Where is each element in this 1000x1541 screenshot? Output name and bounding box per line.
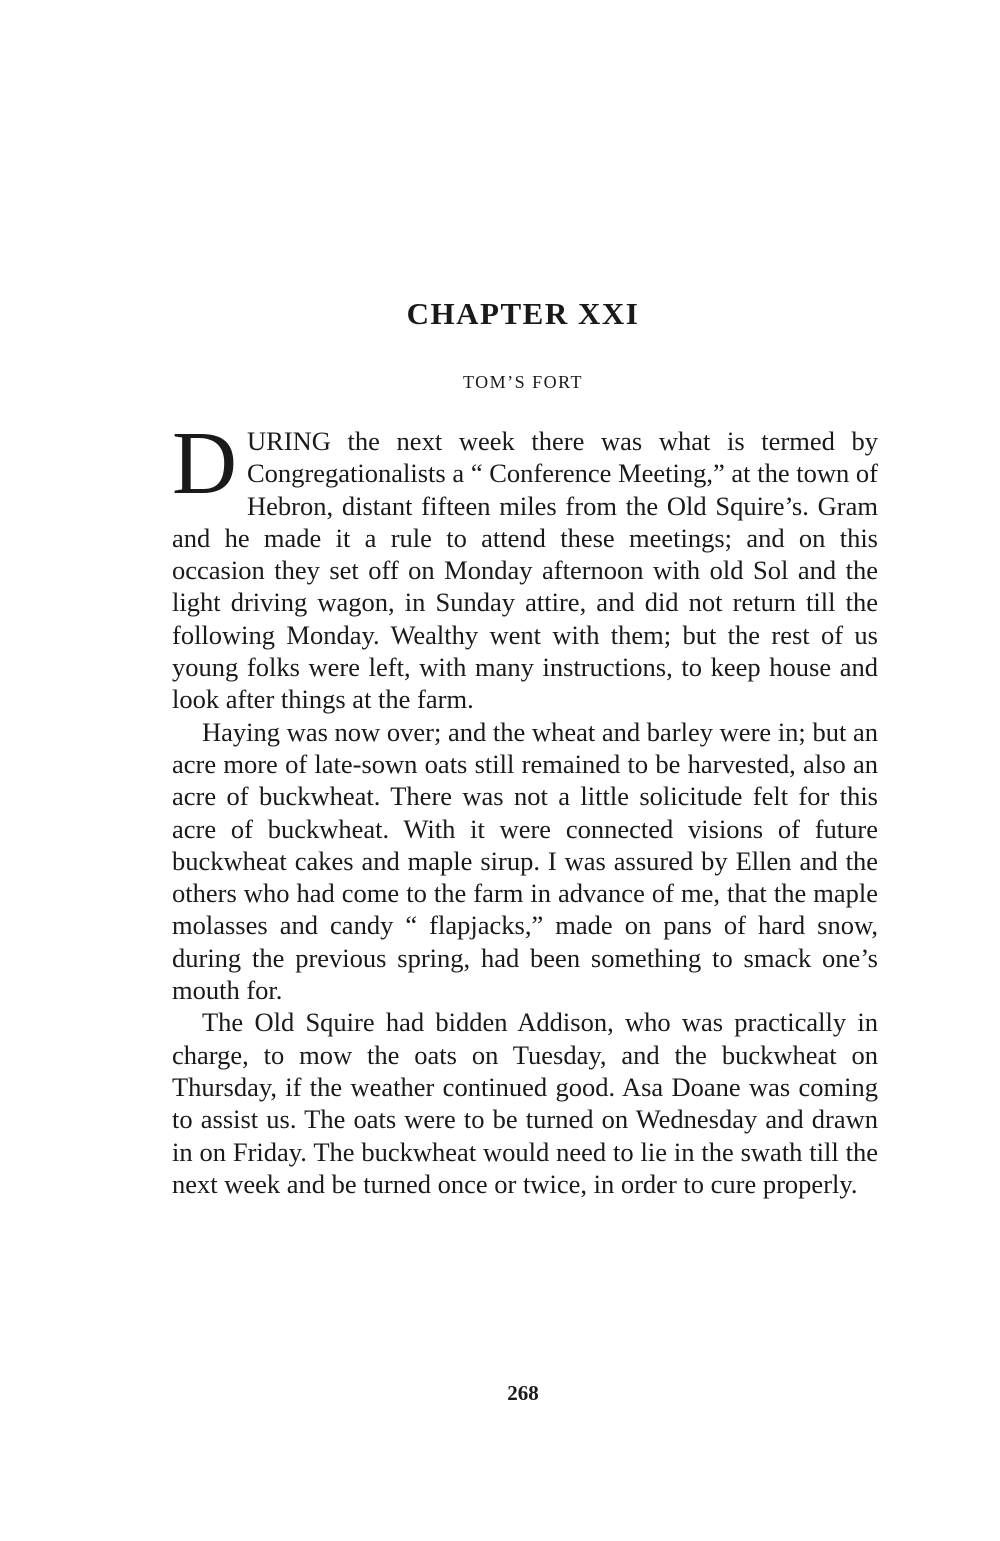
drop-cap: D bbox=[172, 414, 237, 513]
page-number: 268 bbox=[507, 1381, 539, 1405]
paragraph-1 bbox=[172, 414, 878, 716]
chapter-heading: CHAPTER XXI bbox=[406, 296, 640, 331]
paragraph-2: Haying was now over; and the wheat and barley were in; but an acre more of late-sown oats still remained to be harvested, also an acre of buckwheat. There was not a little solicitude felt for this acre of buckwheat. With it were connected visions of future buckwheat cakes and maple sirup. I was assured by Ellen and the others who had come to the farm in advance of me, that the maple molasses and candy “ flapjacks,” made on pans of hard snow, during the previous spring, had been something to smack one’s mouth for. bbox=[172, 716, 878, 1006]
chapter-subtitle: TOM’S FORT bbox=[462, 372, 584, 392]
body-text bbox=[172, 414, 878, 1200]
paragraph-3: The Old Squire had bidden Addison, who was practically in charge, to mow the oats on Tuesday, and the buckwheat on Thursday, if the weather continued good. Asa Doane was coming to assist us. The oats were to be turned on Wednesday and drawn in on Friday. The buckwheat would need to lie in the swath till the next week and be turned once or twice, in order to cure properly. bbox=[172, 1007, 878, 1199]
paragraph-1-text: URING the next week there was what is termed by Congregationalists a “ Conference Meeting,” at the town of Hebron, distant fifteen miles from the Old Squire’s. Gram and he made it a rule to attend these meetings; and on this occasion they set off on Monday afternoon with old Sol and the light driving wagon, in Sunday attire, and did not return till the following Monday. Wealthy went with them; but the rest of us young folks were left, with many instructions, to keep house and look after things at the farm. bbox=[172, 426, 878, 715]
